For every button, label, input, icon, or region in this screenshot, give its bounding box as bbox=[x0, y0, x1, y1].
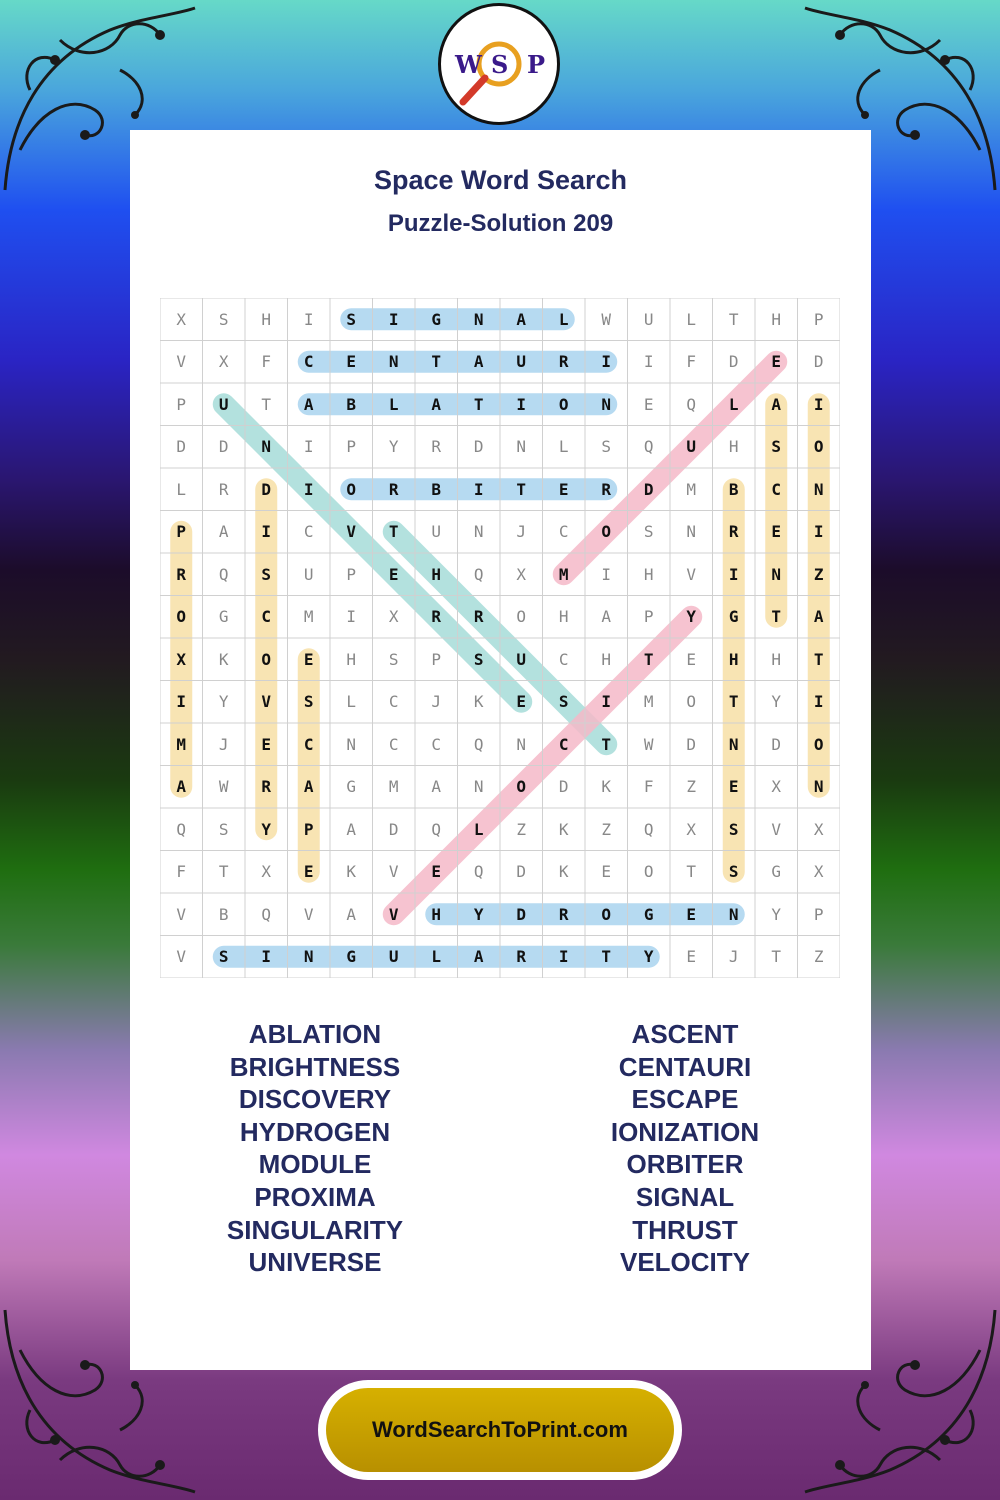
grid-cell[interactable]: T bbox=[431, 352, 442, 372]
grid-cell[interactable]: E bbox=[686, 649, 697, 669]
grid-cell[interactable]: Q bbox=[176, 819, 187, 839]
grid-cell[interactable]: Y bbox=[771, 904, 782, 924]
grid-cell[interactable]: T bbox=[218, 862, 229, 882]
grid-cell[interactable]: I bbox=[643, 352, 654, 372]
grid-cell[interactable]: O bbox=[643, 862, 654, 882]
grid-cell[interactable]: L bbox=[431, 947, 442, 967]
grid-cell[interactable]: Z bbox=[813, 947, 824, 967]
grid-cell[interactable]: D bbox=[516, 862, 527, 882]
grid-cell[interactable]: A bbox=[303, 394, 314, 414]
word-list-item: HYDROGEN bbox=[239, 1116, 391, 1147]
grid-cell[interactable]: Y bbox=[388, 437, 399, 457]
grid-cell[interactable]: D bbox=[516, 904, 527, 924]
grid-cell[interactable]: I bbox=[261, 947, 272, 967]
grid-cell[interactable]: U bbox=[516, 352, 527, 372]
grid-cell[interactable]: W bbox=[643, 734, 654, 754]
grid-cell[interactable]: V bbox=[261, 692, 272, 712]
grid-cell[interactable]: O bbox=[601, 522, 612, 542]
grid-cell[interactable]: U bbox=[431, 522, 442, 542]
grid-cell[interactable]: A bbox=[346, 904, 357, 924]
grid-cell[interactable]: G bbox=[218, 607, 229, 627]
grid-cell[interactable]: V bbox=[176, 947, 187, 967]
grid-cell[interactable]: D bbox=[218, 437, 229, 457]
grid-cell[interactable]: S bbox=[218, 947, 229, 967]
grid-cell[interactable]: A bbox=[516, 309, 527, 329]
word-list-item: SIGNAL bbox=[635, 1181, 735, 1212]
grid-cell[interactable]: L bbox=[388, 394, 399, 414]
grid-cell[interactable]: L bbox=[558, 437, 569, 457]
grid-cell[interactable]: H bbox=[643, 564, 654, 584]
grid-cell[interactable]: T bbox=[388, 522, 399, 542]
grid-cell[interactable]: Y bbox=[218, 692, 229, 712]
grid-cell[interactable]: O bbox=[176, 607, 187, 627]
grid-cell[interactable]: O bbox=[346, 479, 357, 499]
grid-cell[interactable]: M bbox=[176, 734, 187, 754]
grid-cell[interactable]: O bbox=[261, 649, 272, 669]
grid-cell[interactable]: P bbox=[346, 437, 357, 457]
grid-cell[interactable]: Z bbox=[516, 819, 527, 839]
grid-cell[interactable]: R bbox=[728, 522, 739, 542]
logo-letter-s: S bbox=[491, 50, 509, 79]
grid-cell[interactable]: S bbox=[643, 522, 654, 542]
grid-cell[interactable]: S bbox=[218, 819, 229, 839]
word-list-item: DISCOVERY bbox=[238, 1084, 392, 1115]
logo-letter-w: W bbox=[455, 50, 482, 79]
grid-cell[interactable]: X bbox=[388, 607, 399, 627]
grid-cell[interactable]: Q bbox=[643, 819, 654, 839]
grid-cell[interactable]: Y bbox=[643, 947, 654, 967]
grid-cell[interactable]: R bbox=[558, 904, 569, 924]
grid-cell[interactable]: T bbox=[771, 607, 782, 627]
grid-cell[interactable]: I bbox=[516, 394, 527, 414]
grid-cell[interactable]: E bbox=[771, 352, 782, 372]
grid-cell[interactable]: N bbox=[686, 522, 697, 542]
grid-cell[interactable]: M bbox=[643, 692, 654, 712]
grid-cell[interactable]: I bbox=[261, 522, 272, 542]
grid-cell[interactable]: T bbox=[261, 394, 272, 414]
grid-cell[interactable]: R bbox=[176, 564, 187, 584]
grid-cell[interactable]: I bbox=[813, 394, 824, 414]
grid-cell[interactable]: K bbox=[346, 862, 357, 882]
grid-cell[interactable]: X bbox=[261, 862, 272, 882]
letter-grid bbox=[160, 298, 840, 978]
grid-cell[interactable]: O bbox=[516, 777, 527, 797]
grid-cell[interactable]: K bbox=[558, 819, 569, 839]
grid-cell[interactable]: T bbox=[728, 692, 739, 712]
grid-cell[interactable]: X bbox=[516, 564, 527, 584]
grid-cell[interactable]: A bbox=[303, 777, 314, 797]
grid-cell[interactable]: E bbox=[261, 734, 272, 754]
grid-cell[interactable]: D bbox=[686, 734, 697, 754]
grid-cell[interactable]: U bbox=[516, 649, 527, 669]
grid-cell[interactable]: Y bbox=[473, 904, 484, 924]
grid-cell[interactable]: O bbox=[601, 904, 612, 924]
grid-cell[interactable]: R bbox=[388, 479, 399, 499]
grid-cell[interactable]: X bbox=[218, 352, 229, 372]
grid-cell[interactable]: I bbox=[473, 479, 484, 499]
grid-cell[interactable]: S bbox=[388, 649, 399, 669]
grid-cell[interactable]: B bbox=[431, 479, 442, 499]
grid-cell[interactable]: T bbox=[473, 394, 484, 414]
grid-cell[interactable]: X bbox=[176, 649, 187, 669]
grid-cell[interactable]: S bbox=[218, 309, 229, 329]
grid-cell[interactable]: T bbox=[601, 734, 612, 754]
wsp-logo bbox=[438, 3, 560, 125]
grid-cell[interactable]: A bbox=[431, 777, 442, 797]
word-list-item: ABLATION bbox=[248, 1019, 382, 1049]
grid-cell[interactable]: O bbox=[813, 437, 824, 457]
grid-cell[interactable]: D bbox=[813, 352, 824, 372]
grid-cell[interactable]: N bbox=[388, 352, 399, 372]
grid-cell[interactable]: P bbox=[303, 819, 314, 839]
grid-cell[interactable]: M bbox=[686, 479, 697, 499]
grid-cell[interactable]: Q bbox=[473, 734, 484, 754]
grid-cell[interactable]: O bbox=[516, 607, 527, 627]
grid-cell[interactable]: T bbox=[813, 649, 824, 669]
grid-cell[interactable]: E bbox=[303, 649, 314, 669]
word-list-item: MODULE bbox=[258, 1149, 372, 1180]
grid-cell[interactable]: Q bbox=[686, 394, 697, 414]
grid-cell[interactable]: V bbox=[686, 564, 697, 584]
word-list-right bbox=[500, 1018, 870, 1279]
grid-cell[interactable]: V bbox=[388, 904, 399, 924]
puzzle-panel bbox=[130, 130, 871, 1370]
grid-cell[interactable]: S bbox=[261, 564, 272, 584]
grid-cell[interactable]: I bbox=[303, 309, 314, 329]
grid-cell[interactable]: Y bbox=[686, 607, 697, 627]
grid-cell[interactable]: L bbox=[473, 819, 484, 839]
word-list-item: ORBITER bbox=[626, 1149, 744, 1180]
grid-cell[interactable]: R bbox=[261, 777, 272, 797]
grid-cell[interactable]: U bbox=[388, 947, 399, 967]
grid-cell[interactable]: Q bbox=[473, 862, 484, 882]
grid-cell[interactable]: Z bbox=[601, 819, 612, 839]
grid-cell[interactable]: J bbox=[218, 734, 229, 754]
grid-cell[interactable]: N bbox=[346, 734, 357, 754]
word-list-item: ESCAPE bbox=[631, 1084, 739, 1115]
grid-cell[interactable]: E bbox=[601, 862, 612, 882]
word-list-item: CENTAURI bbox=[618, 1051, 752, 1082]
grid-cell[interactable]: A bbox=[771, 394, 782, 414]
grid-cell[interactable]: E bbox=[558, 479, 569, 499]
grid-cell[interactable]: Y bbox=[771, 692, 782, 712]
grid-cell[interactable]: H bbox=[728, 437, 739, 457]
grid-cell[interactable]: R bbox=[473, 607, 484, 627]
grid-cell[interactable]: P bbox=[346, 564, 357, 584]
grid-cell[interactable]: G bbox=[771, 862, 782, 882]
grid-cell[interactable]: T bbox=[516, 479, 527, 499]
grid-cell[interactable]: V bbox=[771, 819, 782, 839]
grid-cell[interactable]: C bbox=[431, 734, 442, 754]
grid-cell[interactable]: Q bbox=[431, 819, 442, 839]
grid-cell[interactable]: L bbox=[346, 692, 357, 712]
grid-cell[interactable]: N bbox=[728, 904, 739, 924]
grid-cell[interactable]: H bbox=[771, 649, 782, 669]
grid-cell[interactable]: G bbox=[346, 947, 357, 967]
grid-cell[interactable]: U bbox=[686, 437, 697, 457]
grid-cell[interactable]: C bbox=[388, 692, 399, 712]
grid-cell[interactable]: F bbox=[176, 862, 187, 882]
grid-cell[interactable]: E bbox=[686, 904, 697, 924]
grid-cell[interactable]: I bbox=[558, 947, 569, 967]
grid-cell[interactable]: H bbox=[558, 607, 569, 627]
grid-cell[interactable]: N bbox=[303, 947, 314, 967]
grid-cell[interactable]: E bbox=[643, 394, 654, 414]
grid-cell[interactable]: P bbox=[431, 649, 442, 669]
grid-cell[interactable]: V bbox=[346, 522, 357, 542]
grid-cell[interactable]: M bbox=[558, 564, 569, 584]
grid-cell[interactable]: N bbox=[813, 479, 824, 499]
grid-cell[interactable]: I bbox=[601, 692, 612, 712]
grid-cell[interactable]: K bbox=[473, 692, 484, 712]
grid-cell[interactable]: X bbox=[176, 309, 187, 329]
grid-cell[interactable]: N bbox=[728, 734, 739, 754]
grid-cell[interactable]: N bbox=[813, 777, 824, 797]
grid-cell[interactable]: A bbox=[431, 394, 442, 414]
grid-cell[interactable]: E bbox=[686, 947, 697, 967]
grid-cell[interactable]: I bbox=[813, 692, 824, 712]
grid-cell[interactable]: Q bbox=[473, 564, 484, 584]
grid-cell[interactable]: E bbox=[431, 862, 442, 882]
grid-cell[interactable]: D bbox=[728, 352, 739, 372]
grid-cell[interactable]: V bbox=[176, 904, 187, 924]
grid-cell[interactable]: T bbox=[771, 947, 782, 967]
grid-cell[interactable]: W bbox=[601, 309, 612, 329]
grid-cell[interactable]: K bbox=[601, 777, 612, 797]
grid-cell[interactable]: A bbox=[473, 352, 484, 372]
grid-cell[interactable]: S bbox=[346, 309, 357, 329]
grid-cell[interactable]: E bbox=[388, 564, 399, 584]
grid-cell[interactable]: E bbox=[303, 862, 314, 882]
grid-cell[interactable]: L bbox=[686, 309, 697, 329]
grid-cell[interactable]: R bbox=[431, 607, 442, 627]
word-list-item: BRIGHTNESS bbox=[229, 1051, 401, 1082]
grid-cell[interactable]: J bbox=[728, 947, 739, 967]
grid-cell[interactable]: D bbox=[473, 437, 484, 457]
grid-cell[interactable]: S bbox=[558, 692, 569, 712]
grid-cell[interactable]: E bbox=[346, 352, 357, 372]
grid-cell[interactable]: I bbox=[303, 479, 314, 499]
grid-cell[interactable]: I bbox=[601, 352, 612, 372]
grid-cell[interactable]: C bbox=[303, 352, 314, 372]
grid-cell[interactable]: N bbox=[473, 522, 484, 542]
grid-cell[interactable]: I bbox=[303, 437, 314, 457]
grid-cell[interactable]: U bbox=[303, 564, 314, 584]
grid-cell[interactable]: P bbox=[643, 607, 654, 627]
site-link[interactable]: WordSearchToPrint.com bbox=[326, 1388, 674, 1472]
grid-cell[interactable]: R bbox=[601, 479, 612, 499]
grid-cell[interactable]: N bbox=[261, 437, 272, 457]
grid-cell[interactable]: I bbox=[601, 564, 612, 584]
grid-cell[interactable]: G bbox=[346, 777, 357, 797]
site-badge[interactable] bbox=[318, 1380, 682, 1480]
grid-cell[interactable]: A bbox=[176, 777, 187, 797]
grid-cell[interactable]: H bbox=[771, 309, 782, 329]
grid-cell[interactable]: F bbox=[261, 352, 272, 372]
grid-cell[interactable]: H bbox=[431, 564, 442, 584]
grid-cell[interactable]: S bbox=[728, 819, 739, 839]
grid-cell[interactable]: A bbox=[346, 819, 357, 839]
grid-cell[interactable]: Z bbox=[813, 564, 824, 584]
grid-cell[interactable]: E bbox=[516, 692, 527, 712]
grid-cell[interactable]: D bbox=[388, 819, 399, 839]
grid-cell[interactable]: S bbox=[601, 437, 612, 457]
word-list-item: IONIZATION bbox=[610, 1116, 760, 1147]
grid-cell[interactable]: F bbox=[686, 352, 697, 372]
grid-cell[interactable]: R bbox=[516, 947, 527, 967]
grid-cell[interactable]: A bbox=[218, 522, 229, 542]
grid-cell[interactable]: I bbox=[176, 692, 187, 712]
grid-cell[interactable]: L bbox=[176, 479, 187, 499]
grid-cell[interactable]: G bbox=[643, 904, 654, 924]
grid-cell[interactable]: U bbox=[218, 394, 229, 414]
grid-cell[interactable]: E bbox=[771, 522, 782, 542]
grid-cell[interactable]: G bbox=[728, 607, 739, 627]
grid-cell[interactable]: B bbox=[728, 479, 739, 499]
grid-cell[interactable]: C bbox=[558, 649, 569, 669]
word-list-left bbox=[130, 1018, 500, 1279]
grid-cell[interactable]: I bbox=[346, 607, 357, 627]
grid-cell[interactable]: P bbox=[813, 309, 824, 329]
grid-cell[interactable]: T bbox=[686, 862, 697, 882]
word-list-item: SINGULARITY bbox=[226, 1214, 404, 1245]
grid-cell[interactable]: V bbox=[176, 352, 187, 372]
grid-cell[interactable]: D bbox=[771, 734, 782, 754]
grid-cell[interactable]: S bbox=[771, 437, 782, 457]
grid-cell[interactable]: L bbox=[558, 309, 569, 329]
grid-cell[interactable]: S bbox=[473, 649, 484, 669]
grid-cell[interactable]: P bbox=[176, 394, 187, 414]
grid-cell[interactable]: D bbox=[261, 479, 272, 499]
grid-cell[interactable]: V bbox=[388, 862, 399, 882]
grid-cell[interactable]: Q bbox=[218, 564, 229, 584]
word-list-item: VELOCITY bbox=[619, 1247, 750, 1278]
grid-cell[interactable]: B bbox=[346, 394, 357, 414]
grid-cell[interactable]: Q bbox=[261, 904, 272, 924]
grid-cell[interactable]: V bbox=[303, 904, 314, 924]
grid-cell[interactable]: N bbox=[601, 394, 612, 414]
grid-cell[interactable]: R bbox=[558, 352, 569, 372]
grid-cell[interactable]: O bbox=[558, 394, 569, 414]
grid-cell[interactable]: C bbox=[303, 522, 314, 542]
grid-cell[interactable]: D bbox=[643, 479, 654, 499]
grid-cell[interactable]: C bbox=[558, 522, 569, 542]
grid-cell[interactable]: N bbox=[473, 777, 484, 797]
grid-cell[interactable]: J bbox=[431, 692, 442, 712]
grid-cell[interactable]: W bbox=[218, 777, 229, 797]
grid-cell[interactable]: D bbox=[176, 437, 187, 457]
grid-cell[interactable]: X bbox=[813, 819, 824, 839]
grid-cell[interactable]: K bbox=[558, 862, 569, 882]
grid-cell[interactable]: N bbox=[516, 734, 527, 754]
page-subtitle: Puzzle-Solution 209 bbox=[387, 210, 614, 237]
grid-cell[interactable]: X bbox=[686, 819, 697, 839]
grid-cell[interactable]: C bbox=[771, 479, 782, 499]
grid-cell[interactable]: N bbox=[516, 437, 527, 457]
grid-cell[interactable]: S bbox=[303, 692, 314, 712]
grid-cell[interactable]: C bbox=[558, 734, 569, 754]
page-title: Space Word Search bbox=[373, 165, 628, 195]
grid-cell[interactable]: H bbox=[601, 649, 612, 669]
word-list-item: PROXIMA bbox=[254, 1181, 376, 1212]
grid-cell[interactable]: A bbox=[813, 607, 824, 627]
grid-cell[interactable]: I bbox=[813, 522, 824, 542]
grid-cell[interactable]: A bbox=[473, 947, 484, 967]
grid-cell[interactable]: T bbox=[601, 947, 612, 967]
grid-cell[interactable]: N bbox=[473, 309, 484, 329]
grid-cell[interactable]: T bbox=[728, 309, 739, 329]
grid-cell[interactable]: H bbox=[728, 649, 739, 669]
grid-cell[interactable]: K bbox=[218, 649, 229, 669]
grid-cell[interactable]: T bbox=[643, 649, 654, 669]
word-grid bbox=[160, 298, 840, 978]
grid-cell[interactable]: O bbox=[686, 692, 697, 712]
grid-cell[interactable]: M bbox=[388, 777, 399, 797]
grid-cell[interactable]: P bbox=[813, 904, 824, 924]
grid-cell[interactable]: I bbox=[728, 564, 739, 584]
grid-cell[interactable]: P bbox=[176, 522, 187, 542]
word-list-item: THRUST bbox=[632, 1214, 738, 1245]
grid-cell[interactable]: C bbox=[261, 607, 272, 627]
grid-cell[interactable]: R bbox=[431, 437, 442, 457]
grid-cell[interactable]: Y bbox=[261, 819, 272, 839]
grid-cell[interactable]: H bbox=[346, 649, 357, 669]
grid-cell[interactable]: B bbox=[218, 904, 229, 924]
grid-cell[interactable]: H bbox=[261, 309, 272, 329]
grid-cell[interactable]: R bbox=[218, 479, 229, 499]
grid-cell[interactable]: L bbox=[728, 394, 739, 414]
grid-cell[interactable]: S bbox=[728, 862, 739, 882]
grid-cell[interactable]: D bbox=[558, 777, 569, 797]
word-list-item: ASCENT bbox=[631, 1019, 739, 1049]
grid-cell[interactable]: M bbox=[303, 607, 314, 627]
grid-cell[interactable]: J bbox=[516, 522, 527, 542]
logo-letter-p: P bbox=[527, 50, 546, 79]
grid-cell[interactable]: F bbox=[643, 777, 654, 797]
grid-cell[interactable]: O bbox=[813, 734, 824, 754]
grid-cell[interactable]: Z bbox=[686, 777, 697, 797]
grid-cell[interactable]: N bbox=[771, 564, 782, 584]
grid-cell[interactable]: U bbox=[643, 309, 654, 329]
grid-cell[interactable]: I bbox=[388, 309, 399, 329]
grid-cell[interactable]: X bbox=[813, 862, 824, 882]
grid-cell[interactable]: X bbox=[771, 777, 782, 797]
grid-cell[interactable]: A bbox=[601, 607, 612, 627]
grid-cell[interactable]: H bbox=[431, 904, 442, 924]
grid-cell[interactable]: C bbox=[303, 734, 314, 754]
grid-cell[interactable]: Q bbox=[643, 437, 654, 457]
word-list-item: UNIVERSE bbox=[248, 1247, 382, 1278]
grid-cell[interactable]: G bbox=[431, 309, 442, 329]
grid-cell[interactable]: E bbox=[728, 777, 739, 797]
grid-cell[interactable]: C bbox=[388, 734, 399, 754]
